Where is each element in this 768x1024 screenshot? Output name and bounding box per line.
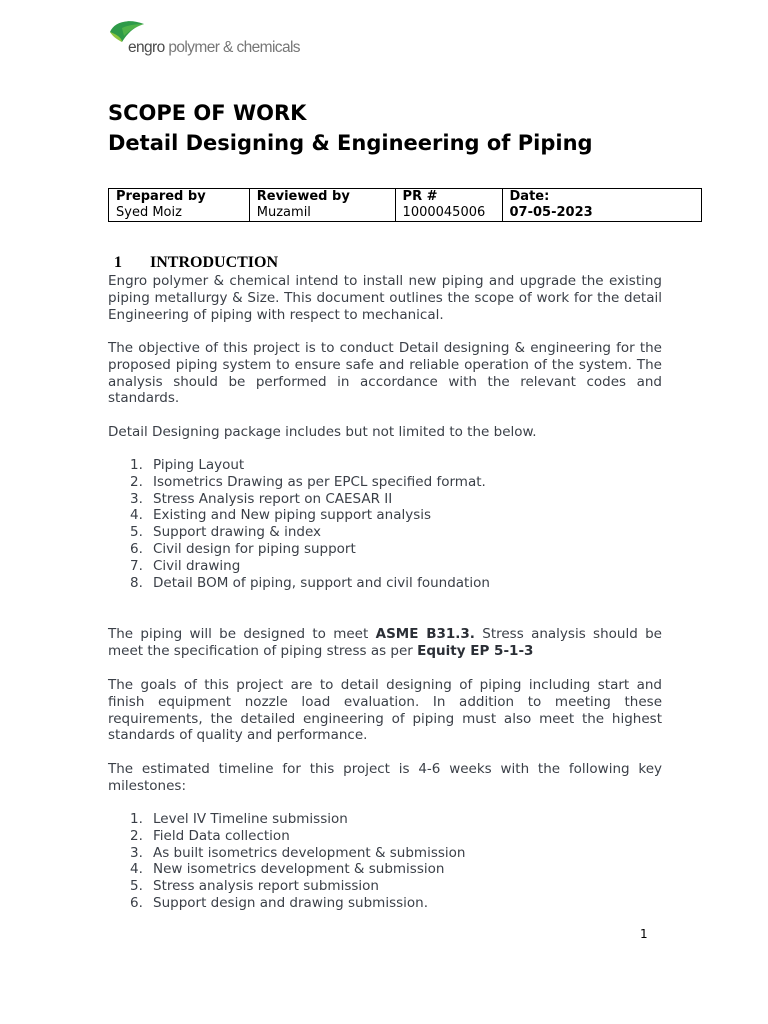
timeline-paragraph: The estimated timeline for this project is 4-6 weeks with the following key milestones:: [108, 761, 662, 794]
milestones-list: [108, 811, 465, 912]
document-info-table: [108, 188, 702, 222]
list-item: 8. Detail BOM of piping, support and civil foundation: [130, 574, 490, 591]
list-item: 2. Isometrics Drawing as per EPCL specified format.: [130, 473, 486, 490]
list-item: 4. Existing and New piping support analysis: [130, 507, 432, 524]
info-table-header-row: [109, 189, 702, 206]
section-title: INTRODUCTION: [150, 254, 279, 271]
list-item: 1. Level IV Timeline submission: [130, 811, 348, 827]
document-subtitle: Detail Designing & Engineering of Piping: [108, 131, 593, 155]
list-item: 5. Support drawing & index: [130, 524, 322, 541]
logo-brand: engro: [128, 39, 165, 56]
company-logo: [108, 18, 308, 62]
value-reviewed-by: Muzamil: [249, 205, 395, 222]
header-reviewed-by: Reviewed by: [249, 189, 395, 206]
value-pr-number: 1000045006: [395, 205, 502, 222]
header-prepared-by: Prepared by: [109, 189, 250, 206]
section-heading: [114, 254, 278, 272]
list-item: 5. Stress analysis report submission: [130, 878, 379, 895]
list-item: 6. Support design and drawing submission.: [130, 894, 429, 911]
value-date: 07-05-2023: [502, 205, 702, 222]
asme-standard: ASME B31.3.: [375, 626, 475, 642]
goals-paragraph: The goals of this project are to detail designing of piping including start and finish equipment nozzle load evaluation. In addition to meeting these requirements, the detailed engineering of piping must also meet the highest standards of quality and performance.: [108, 677, 662, 744]
package-list: [108, 457, 490, 591]
list-item: 7. Civil drawing: [130, 557, 241, 574]
list-item: 2. Field Data collection: [130, 827, 290, 844]
logo-wordmark: [128, 39, 300, 57]
list-item: 1. Piping Layout: [130, 457, 245, 473]
equity-standard: Equity EP 5-1-3: [417, 642, 534, 659]
package-intro-paragraph: Detail Designing package includes but not limited to the below.: [108, 424, 537, 440]
header-date: Date:: [502, 189, 702, 206]
document-title: SCOPE OF WORK: [108, 101, 307, 125]
info-table-value-row: [109, 205, 702, 222]
value-prepared-by: Syed Moiz: [109, 205, 250, 222]
page-number: 1: [640, 927, 648, 941]
header-pr-number: PR #: [395, 189, 502, 206]
intro-paragraph: Engro polymer & chemical intend to install new piping and upgrade the existing piping metallurgy & Size. This document outlines the scope of work for the detail Engineering of piping with respect to mechanical.: [108, 273, 662, 323]
list-item: 3. As built isometrics development & submission: [130, 844, 466, 861]
list-item: 4. New isometrics development & submission: [130, 861, 445, 878]
logo-rest: polymer & chemicals: [164, 39, 300, 56]
standards-paragraph: The piping will be designed to meet ASME B31.3. Stress analysis should be meet the specification of piping stress as per Equity EP 5-1-3: [108, 626, 662, 659]
section-number: 1: [114, 254, 122, 271]
list-item: 3. Stress Analysis report on CAESAR II: [130, 490, 393, 507]
list-item: 6. Civil design for piping support: [130, 540, 356, 557]
objective-paragraph: The objective of this project is to conduct Detail designing & engineering for the proposed piping system to ensure safe and reliable operation of the system. The analysis should be performed in accordance with the relevant codes and standards.: [108, 340, 662, 407]
